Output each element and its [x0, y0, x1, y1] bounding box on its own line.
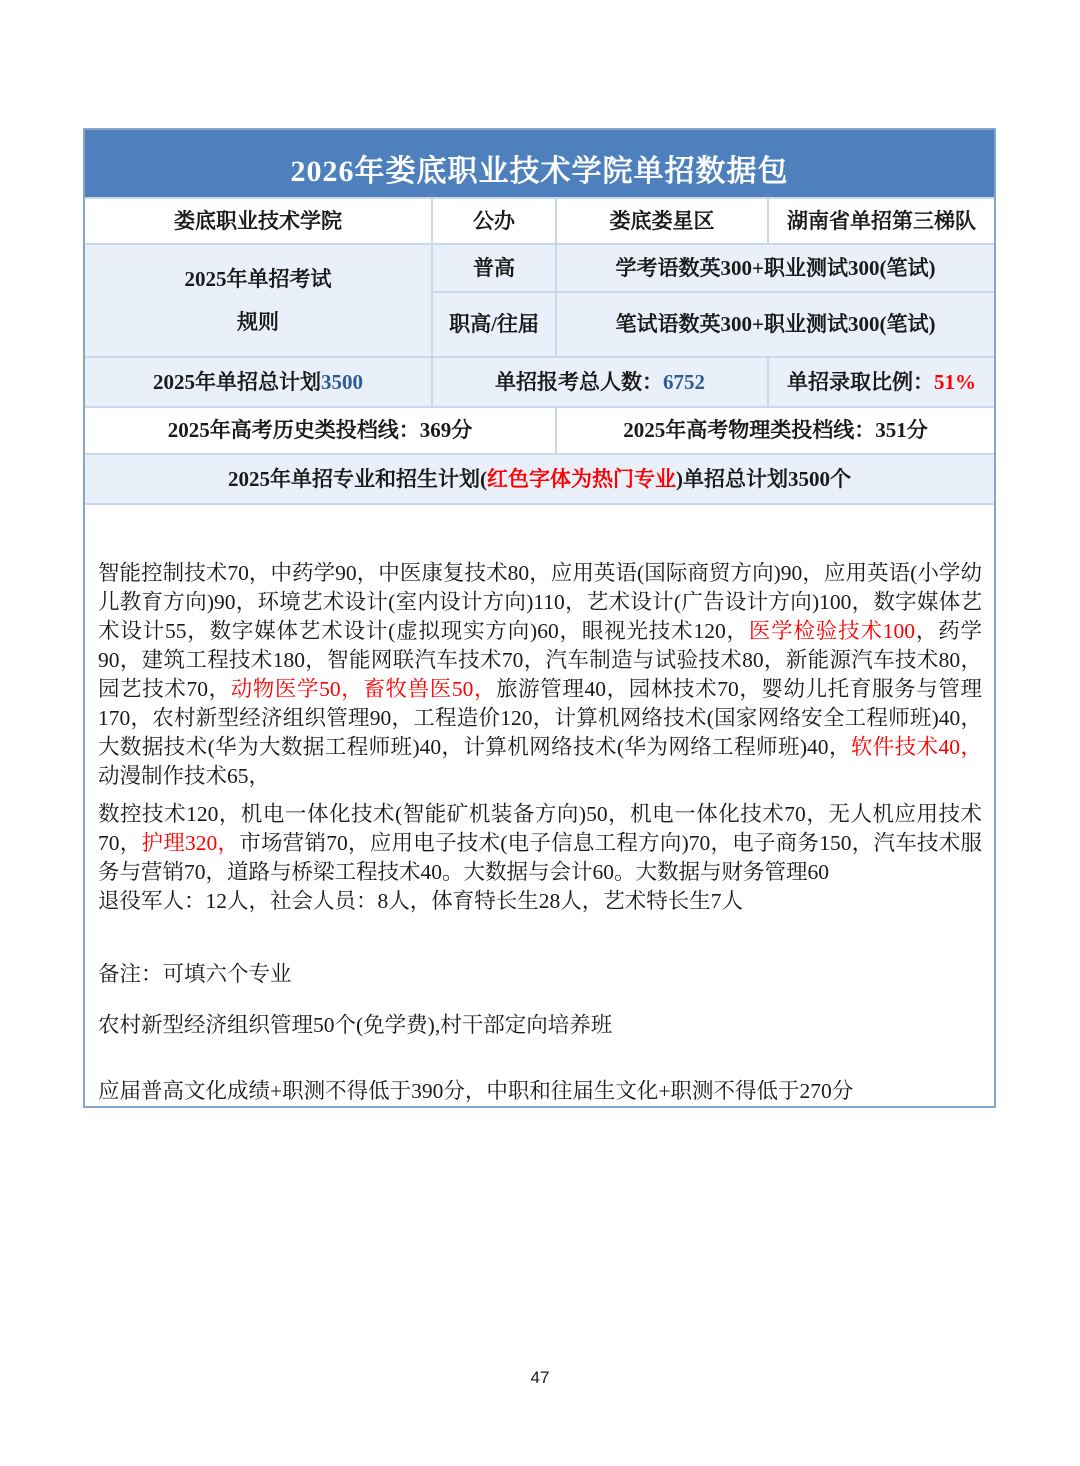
major-text: 智能控制技术70，中药学90，中医康复技术80，应用英语(国际商贸方向)90，应用英语(小学幼儿教育方向)90，环境艺术设计(室内设计方向)110，艺术设计(广告设计方向)100，数字媒体艺术设计55，数字媒体艺术设计(虚拟现实方向)60，眼视光技术120，: [98, 561, 982, 643]
total-plan-label: 2025年单招总计划: [153, 369, 321, 394]
majors-header-row: [85, 453, 994, 503]
table-title: 2026年娄底职业技术学院单招数据包: [290, 154, 789, 188]
majors-header-text: [85, 455, 994, 503]
exam-rules-section: [85, 243, 994, 356]
physics-score-cell: 2025年高考物理类投档线：351分: [623, 418, 928, 443]
admission-ratio-value: 51%: [934, 369, 976, 394]
hot-major-text: 医学检验技术100: [748, 619, 916, 643]
admission-ratio-label: 单招录取比例：: [787, 369, 934, 394]
total-plan-value: 3500: [321, 369, 363, 394]
special-groups-line: 退役军人：12人，社会人员：8人，体育特长生28人，艺术特长生7人: [98, 889, 744, 913]
history-score-cell: 2025年高考历史类投档线：369分: [85, 408, 557, 454]
note-line-remark: 备注：可填六个专业: [98, 962, 292, 986]
exam-category-cell: 普高: [433, 245, 557, 291]
stats-row: [85, 356, 994, 406]
gaokao-scores-row: [85, 406, 994, 454]
major-text: 动漫制作技术65，: [98, 764, 271, 788]
school-type-cell: 公办: [433, 199, 557, 243]
hot-major-text: 软件技术40，: [850, 735, 982, 759]
note-line-rural-program: 农村新型经济组织管理50个(免学费),村干部定向培养班: [98, 1013, 613, 1037]
major-text: 市场营销70，应用电子技术(电子信息工程方向)70，电子商务150，汽车技术服务与营销70，道路与桥梁工程技术40。大数据与会计60。大数据与财务管理60: [98, 831, 982, 884]
page-number: 47: [530, 1368, 550, 1387]
majors-paragraph-1: [98, 559, 982, 791]
school-name-cell: 娄底职业技术学院: [85, 199, 433, 243]
exam-rules-label-cell: [85, 245, 433, 356]
applicants-label: 单招报考总人数：: [495, 369, 663, 394]
majors-header-suffix: )单招总计划3500个: [676, 467, 851, 492]
applicants-cell: [433, 358, 769, 406]
exam-rules-rows: [433, 245, 994, 356]
majors-body-cell: [85, 503, 994, 1106]
hot-major-text: 畜牧兽医50，: [363, 677, 497, 701]
major-text: ，药学90，建筑工程技术180，智能网联汽车技术70，汽车制造与试验技术80，新能源汽车技术80，园艺技术70，: [98, 619, 982, 701]
exam-category-cell: 职高/往届: [433, 293, 557, 356]
hot-majors-highlight: 红色字体为热门专业: [487, 467, 676, 492]
exam-rules-label-line2: 规则: [237, 309, 279, 334]
exam-rules-label-line1: 2025年单招考试: [184, 267, 332, 292]
applicants-value: 6752: [663, 369, 705, 394]
hot-major-text: 护理320，: [141, 831, 240, 855]
admission-data-table: [83, 128, 996, 1108]
hot-major-text: 动物医学50，: [230, 677, 364, 701]
exam-rule-cell: 学考语数英300+职业测试300(笔试): [615, 255, 936, 280]
exam-rule-row-general: [433, 245, 994, 291]
school-tier-cell: 湖南省单招第三梯队: [787, 209, 976, 234]
exam-rule-cell: 笔试语数英300+职业测试300(笔试): [615, 312, 936, 337]
major-text: 数控技术120，机电一体化技术(智能矿机装备方向)50，机电一体化技术70，无人机应用技术70，: [98, 802, 982, 855]
school-info-row: [85, 197, 994, 243]
majors-paragraph-2: [98, 800, 982, 887]
majors-header-prefix: 2025年单招专业和招生计划(: [228, 467, 487, 492]
table-title-bar: [85, 130, 994, 197]
major-text: 旅游管理40，园林技术70，婴幼儿托育服务与管理170，农村新型经济组织管理90，工程造价120，计算机网络技术(国家网络安全工程师班)40，大数据技术(华为大数据工程师班)40，计算机网络技术(华为网络工程师班)40，: [98, 677, 982, 759]
admission-ratio-cell: [769, 358, 994, 406]
total-plan-cell: [85, 358, 433, 406]
exam-rule-row-vocational: [433, 291, 994, 356]
note-line-min-scores: 应届普高文化成绩+职测不得低于390分，中职和往届生文化+职测不得低于270分: [98, 1079, 854, 1103]
school-location-cell: 娄底娄星区: [557, 199, 769, 243]
